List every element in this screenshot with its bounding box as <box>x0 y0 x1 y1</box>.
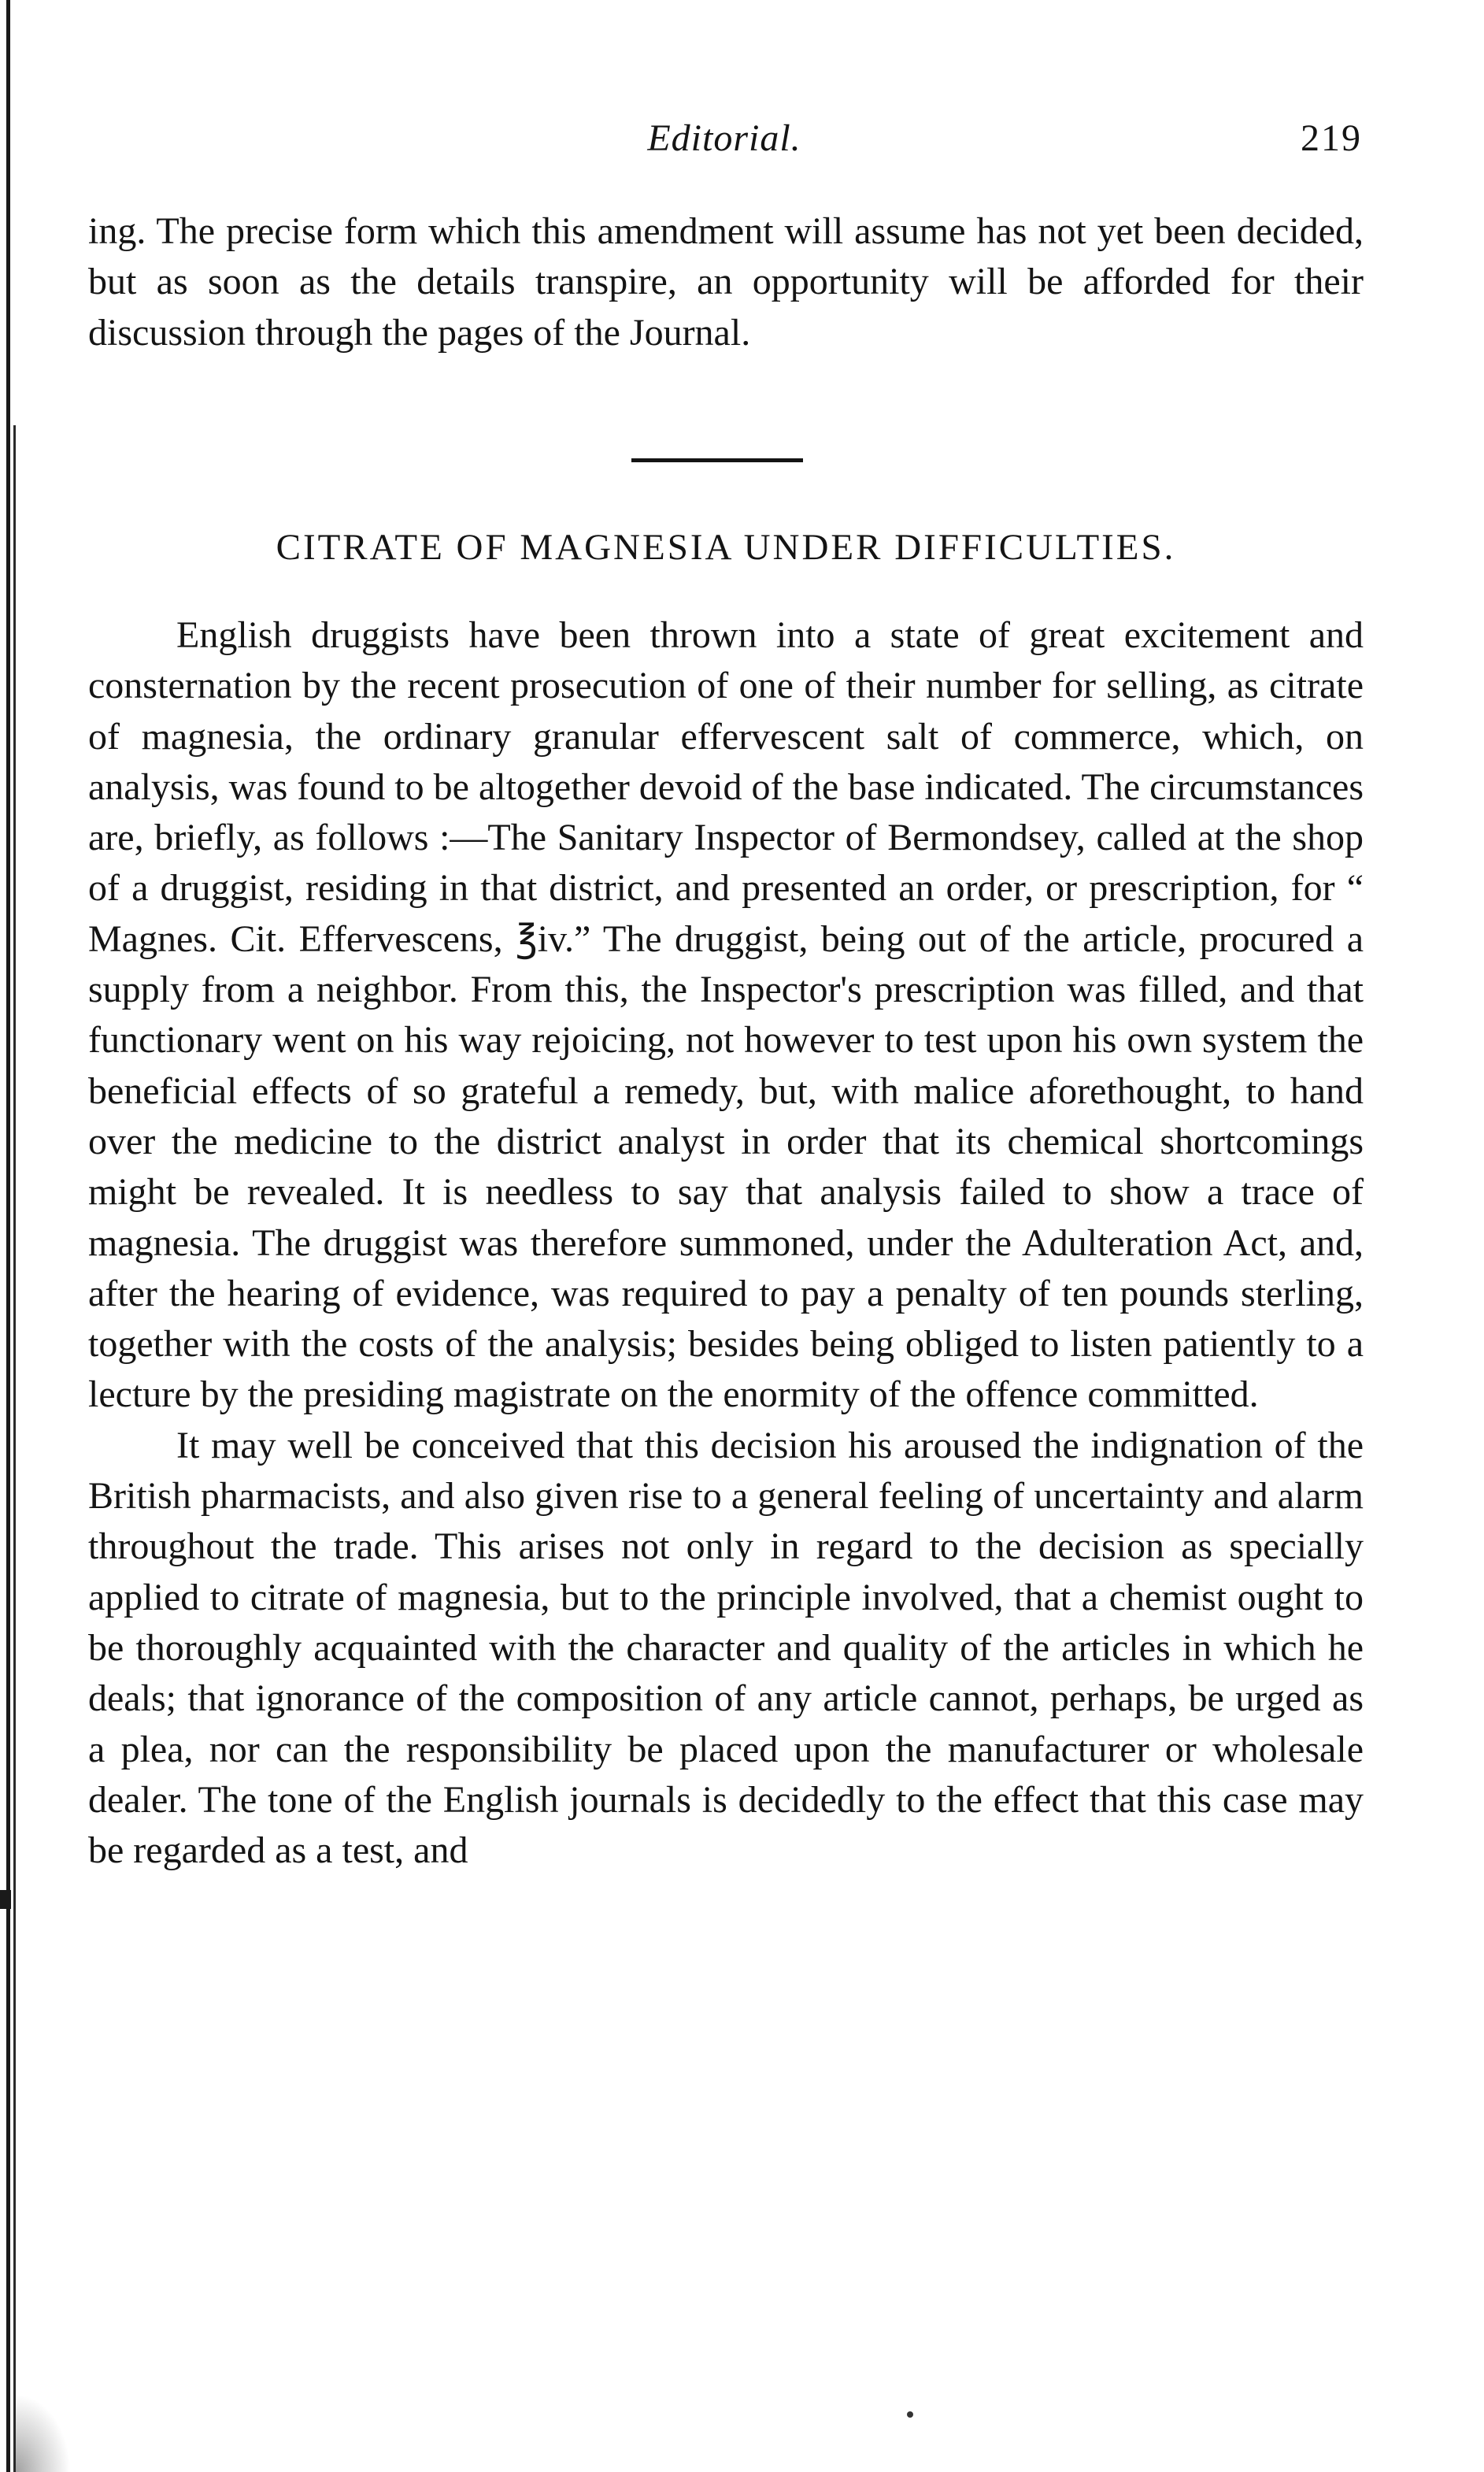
page-binding-shadow <box>13 425 16 2472</box>
running-header <box>87 117 1362 172</box>
corner-smudge <box>16 2394 71 2472</box>
section-separator-rule <box>631 458 803 462</box>
stray-ink-dot <box>907 2411 913 2418</box>
binding-notch <box>0 1890 11 1909</box>
article-heading: CITRATE OF MAGNESIA UNDER DIFFICULTIES. <box>276 527 1176 568</box>
article-body <box>88 610 1364 1876</box>
continuation-paragraph: ing. The precise form which this amendment will assume has not yet been decided, but as soon as the details transpire, an opportunity will be afforded for their discussion through the pages of the Journal. <box>88 210 1364 354</box>
continuation-text-block <box>88 206 1364 358</box>
page-number: 219 <box>1301 117 1362 159</box>
running-title: Editorial. <box>647 117 801 159</box>
body-paragraph: It may well be conceived that this decision his aroused the indignation of the British pharmacists, and also given rise to a general feeling of uncertainty and alarm throughout the trade. This arises not only in regard to the decision as specially applied to citrate of magnesia, but to the principle involved, that a chemist ought to be thoroughly acquainted with the character and quality of the articles in which he deals; that ignorance of the composition of any article cannot, perhaps, be urged as a plea, nor can the responsibility be placed upon the manufacturer or wholesale dealer. The tone of the English journals is decidedly to the effect that this case may be regarded as a test, and <box>88 1424 1364 1872</box>
page-binding-edge <box>6 0 10 2472</box>
body-paragraph: English druggists have been thrown into a state of great excitement and consternation by the recent prosecution of one of their number for selling, as citrate of magnesia, the ordinary granular effervescent salt of commerce, which, on analysis, was found to be altogether devoid of the base indicated. The circumstances are, briefly, as follows :—The Sanitary Inspector of Bermondsey, called at the shop of a druggist, residing in that district, and presented an order, or prescription, for “ Magnes. Cit. Effervescens, ℥iv.” The druggist, being out of the article, procured a supply from a neighbor. From this, the Inspector's prescription was filled, and that functionary went on his way rejoicing, not however to test upon his own system the beneficial effects of so grateful a remedy, but, with malice aforethought, to hand over the medicine to the district analyst in order that its chemical shortcomings might be revealed. It is needless to say that analysis failed to show a trace of magnesia. The druggist was therefore summoned, under the Adulteration Act, and, after the hearing of evidence, was required to pay a penalty of ten pounds sterling, together with the costs of the analysis; besides being obliged to listen patiently to a lecture by the presiding magistrate on the enormity of the offence committed. <box>88 614 1364 1416</box>
